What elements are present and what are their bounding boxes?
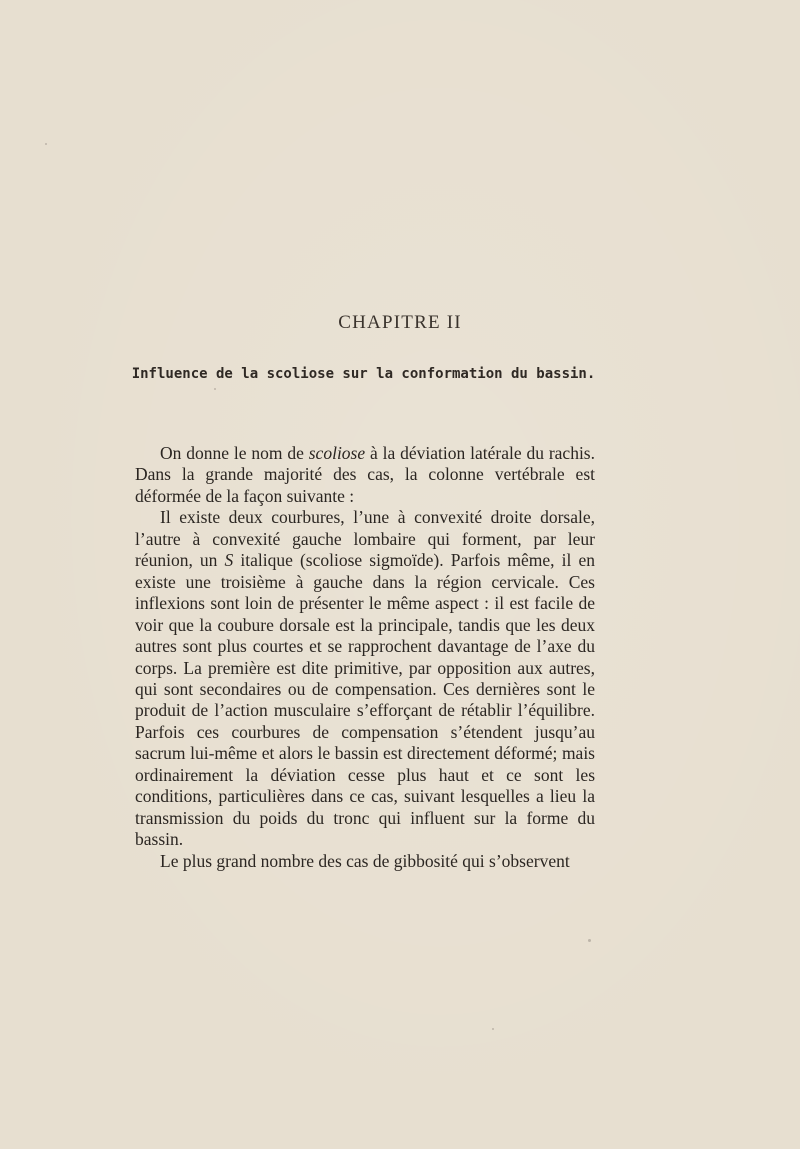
paragraph-3-text: Le plus grand nombre des cas de gibbosité qui s’observent: [160, 850, 570, 871]
paragraph-2-text-a: Il existe deux courbures, l’une à convexité droite dorsale, l’autre à convexité gauche lombaire qui forment, par leur réunion, un: [135, 507, 595, 571]
chapter-title: CHAPITRE II: [338, 312, 462, 333]
chapter-subtitle: Influence de la scoliose sur la conformation du bassin.: [131, 366, 596, 382]
paragraph-1-text-b: à la déviation latérale du rachis. Dans la grande majorité des cas, la colonne vertébrale est déformée de la façon suivante :: [135, 443, 595, 506]
paragraph-1: [135, 443, 595, 507]
paper-speck: [214, 388, 216, 390]
body-text: [135, 443, 595, 872]
paragraph-2: [135, 507, 595, 850]
paragraph-1-emphasis: scoliose: [308, 443, 366, 463]
paragraph-2-emphasis: S: [224, 550, 234, 571]
paper-speck: [45, 143, 47, 145]
paragraph-1-text-a: On donne le nom de: [160, 443, 309, 463]
paper-speck: [492, 1028, 494, 1030]
paragraph-2-text-b: italique (scoliose sigmoïde). Parfois même, il en existe une troisième à gauche dans la région cervicale. Ces inflexions sont loin de présenter le même aspect : il est facile de voir que la coubure dorsale est la principale, tandis que les deux autres sont plus courtes et se rapprochent davantage de l’axe du corps. La première est dite primitive, par opposition aux autres, qui sont secondaires ou de compensation. Ces dernières sont le produit de l’action musculaire s’efforçant de rétablir l’équilibre. Parfois ces courbures de compensation s’étendent jusqu’au sacrum lui-même et alors le bassin est directement déformé; mais ordinairement la déviation cesse plus haut et ce sont les conditions, particulières dans ce cas, suivant lesquelles a lieu la transmission du poids du tronc qui influent sur la forme du bassin.: [135, 550, 595, 850]
paragraph-3: [135, 851, 595, 872]
paper-speck: [588, 939, 591, 942]
